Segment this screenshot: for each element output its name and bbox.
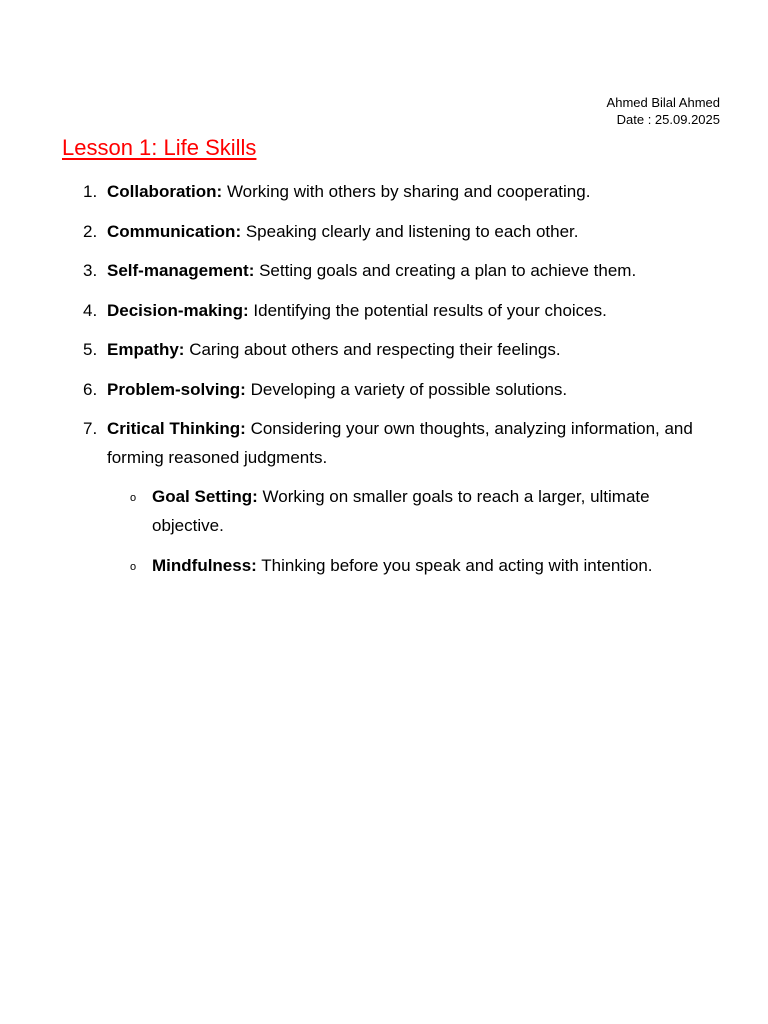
list-item xyxy=(0,256,768,285)
sub-skill-term: Mindfulness: xyxy=(152,555,257,575)
skill-description: Speaking clearly and listening to each other. xyxy=(241,221,579,241)
sub-list xyxy=(107,482,704,580)
sub-skill-description: Working on smaller goals to reach a larger, ultimate objective. xyxy=(152,487,650,535)
page-title: Lesson 1: Life Skills xyxy=(62,135,257,160)
skill-description: Working with others by sharing and cooperating. xyxy=(222,182,591,201)
list-item xyxy=(0,414,768,580)
sub-skill-description: Thinking before you speak and acting with intention. xyxy=(256,555,653,575)
list-item xyxy=(0,177,768,206)
sub-list-item xyxy=(107,482,704,540)
list-number: 4. xyxy=(83,300,98,320)
list-number: 5. xyxy=(83,340,98,359)
skill-description: Considering your own thoughts, analyzing information, and forming reasoned judgments. xyxy=(107,419,693,467)
sub-list-item xyxy=(107,551,704,580)
list-item xyxy=(0,335,768,364)
list-item xyxy=(0,296,768,325)
document-date: Date : 25.09.2025 xyxy=(616,112,720,127)
circle-bullet-icon: o xyxy=(130,560,137,573)
circle-bullet-icon: o xyxy=(130,492,137,504)
header-block xyxy=(607,94,720,128)
list-number: 2. xyxy=(83,221,98,241)
list-number: 6. xyxy=(83,379,98,399)
list-item xyxy=(0,375,768,404)
sub-skill-term: Goal Setting: xyxy=(152,487,258,506)
list-number: 1. xyxy=(83,182,98,201)
list-item xyxy=(0,217,768,246)
skill-term: Communication: xyxy=(107,221,242,241)
list-number: 3. xyxy=(83,261,98,280)
skill-description: Identifying the potential results of your choices. xyxy=(248,300,607,320)
skill-term: Problem-solving: xyxy=(107,379,246,399)
skill-description: Setting goals and creating a plan to achieve them. xyxy=(254,261,637,280)
list-number: 7. xyxy=(83,419,98,438)
skill-term: Empathy: xyxy=(107,340,185,359)
skill-term: Critical Thinking: xyxy=(107,419,246,438)
skill-description: Caring about others and respecting their feelings. xyxy=(184,340,561,359)
skill-description: Developing a variety of possible solutions. xyxy=(245,379,568,399)
skill-term: Collaboration: xyxy=(107,182,223,201)
life-skills-list xyxy=(0,177,768,590)
skill-term: Self-management: xyxy=(107,261,255,280)
author-name: Ahmed Bilal Ahmed xyxy=(606,95,720,110)
skill-term: Decision-making: xyxy=(107,300,249,320)
